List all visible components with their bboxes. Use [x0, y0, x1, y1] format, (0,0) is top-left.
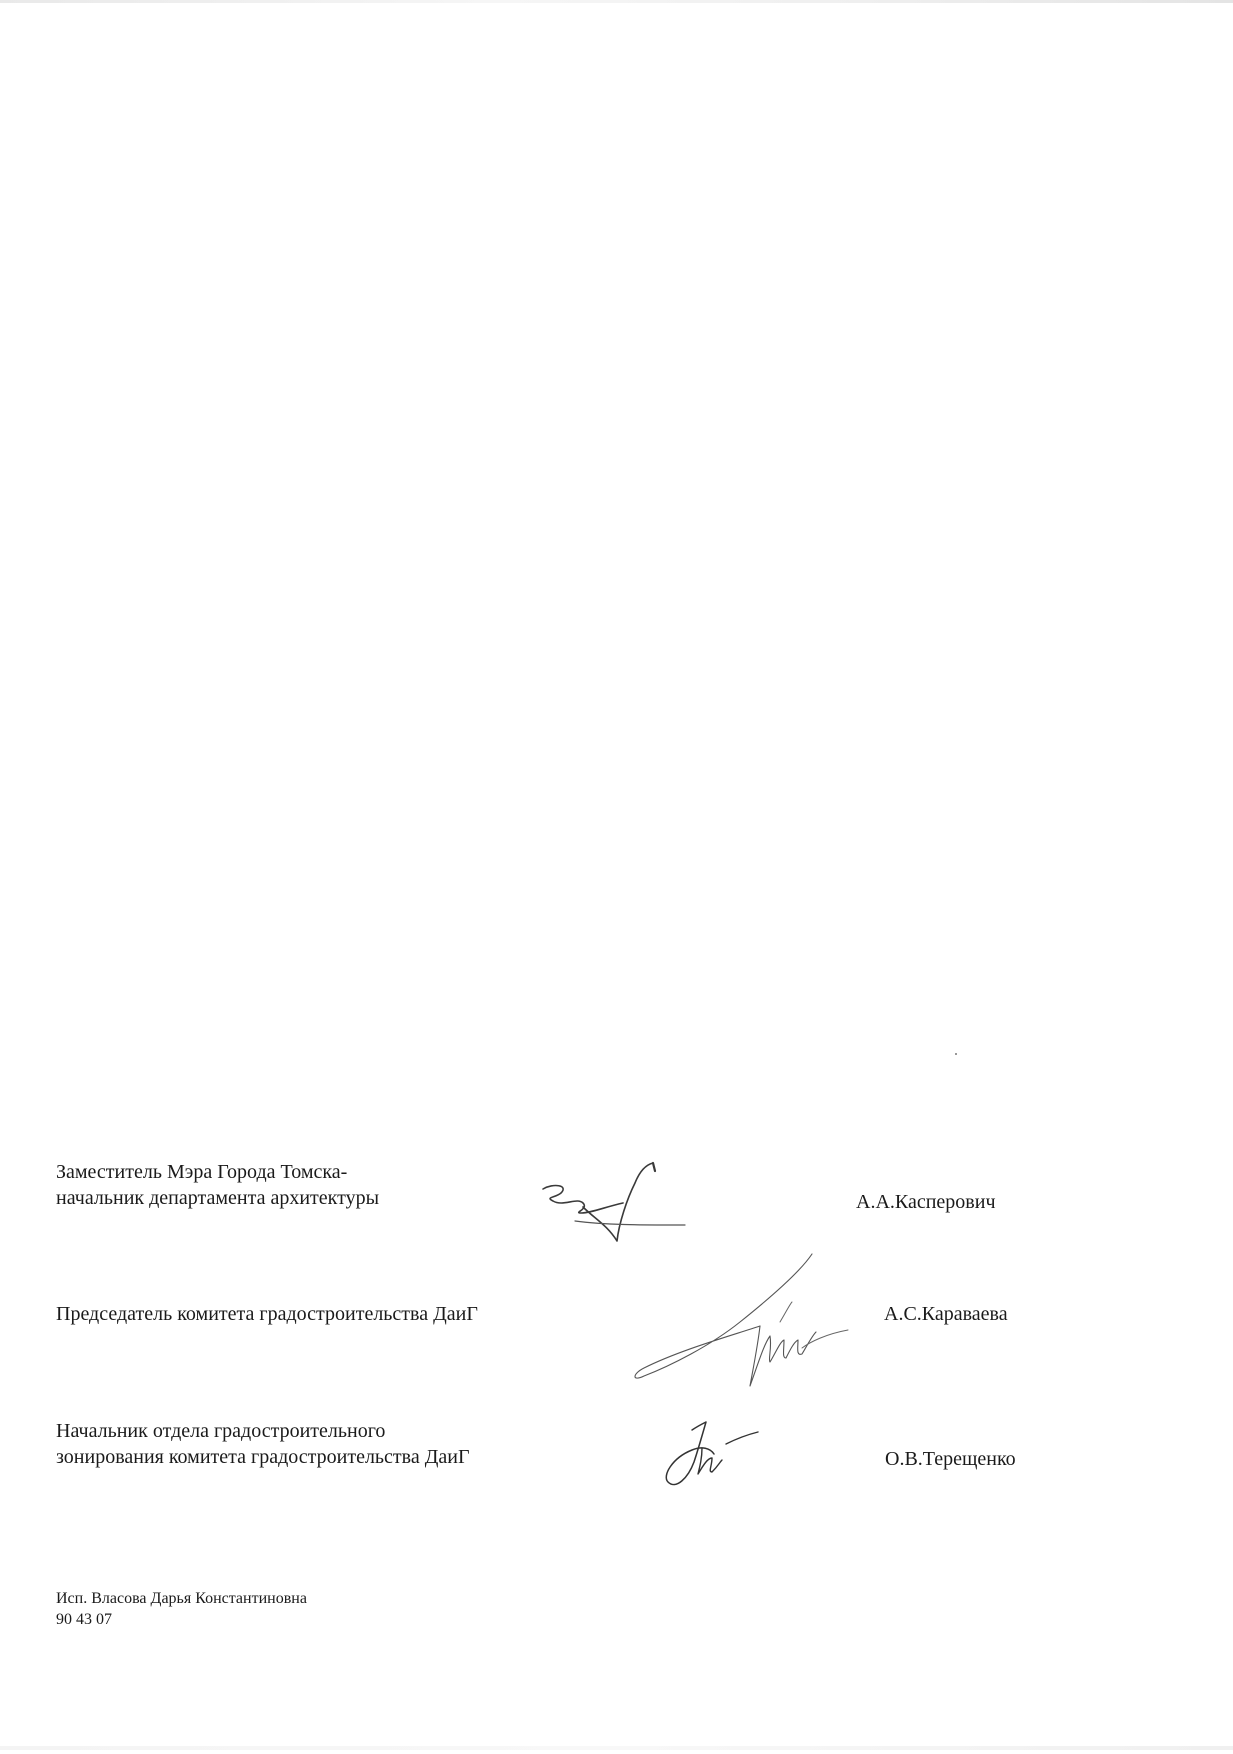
signer-1-position-line-2: начальник департамента архитектуры [56, 1187, 380, 1209]
signer-1-position-line-1: Заместитель Мэра Города Томска- [56, 1161, 348, 1183]
executor-phone: 90 43 07 [56, 1611, 112, 1628]
handwritten-signature-2 [630, 1252, 850, 1397]
signer-2-signature [630, 1252, 850, 1397]
scan-edge-bottom [0, 1746, 1233, 1750]
signer-1-position [56, 1159, 379, 1211]
signer-3-name: О.В.Терещенко [885, 1448, 1016, 1470]
handwritten-signature-1 [535, 1163, 705, 1243]
scan-speck [955, 1053, 957, 1055]
signer-2-position [56, 1301, 478, 1327]
executor-name: Исп. Власова Дарья Константиновна [56, 1590, 307, 1607]
signer-2-name: А.С.Караваева [884, 1303, 1008, 1325]
signer-1-signature [535, 1163, 705, 1243]
signer-3-signature [662, 1418, 782, 1493]
signer-3-position-line-1: Начальник отдела градостроительного [56, 1420, 386, 1442]
signer-1-name: А.А.Касперович [856, 1191, 996, 1213]
signer-3-position [56, 1418, 470, 1470]
handwritten-signature-3 [662, 1418, 782, 1493]
signer-3-position-line-2: зонирования комитета градостроительства ДаиГ [56, 1446, 470, 1468]
signer-2-position-line-1: Председатель комитета градостроительства ДаиГ [56, 1303, 478, 1325]
scan-edge-top [0, 0, 1233, 3]
executor-block [56, 1588, 307, 1630]
